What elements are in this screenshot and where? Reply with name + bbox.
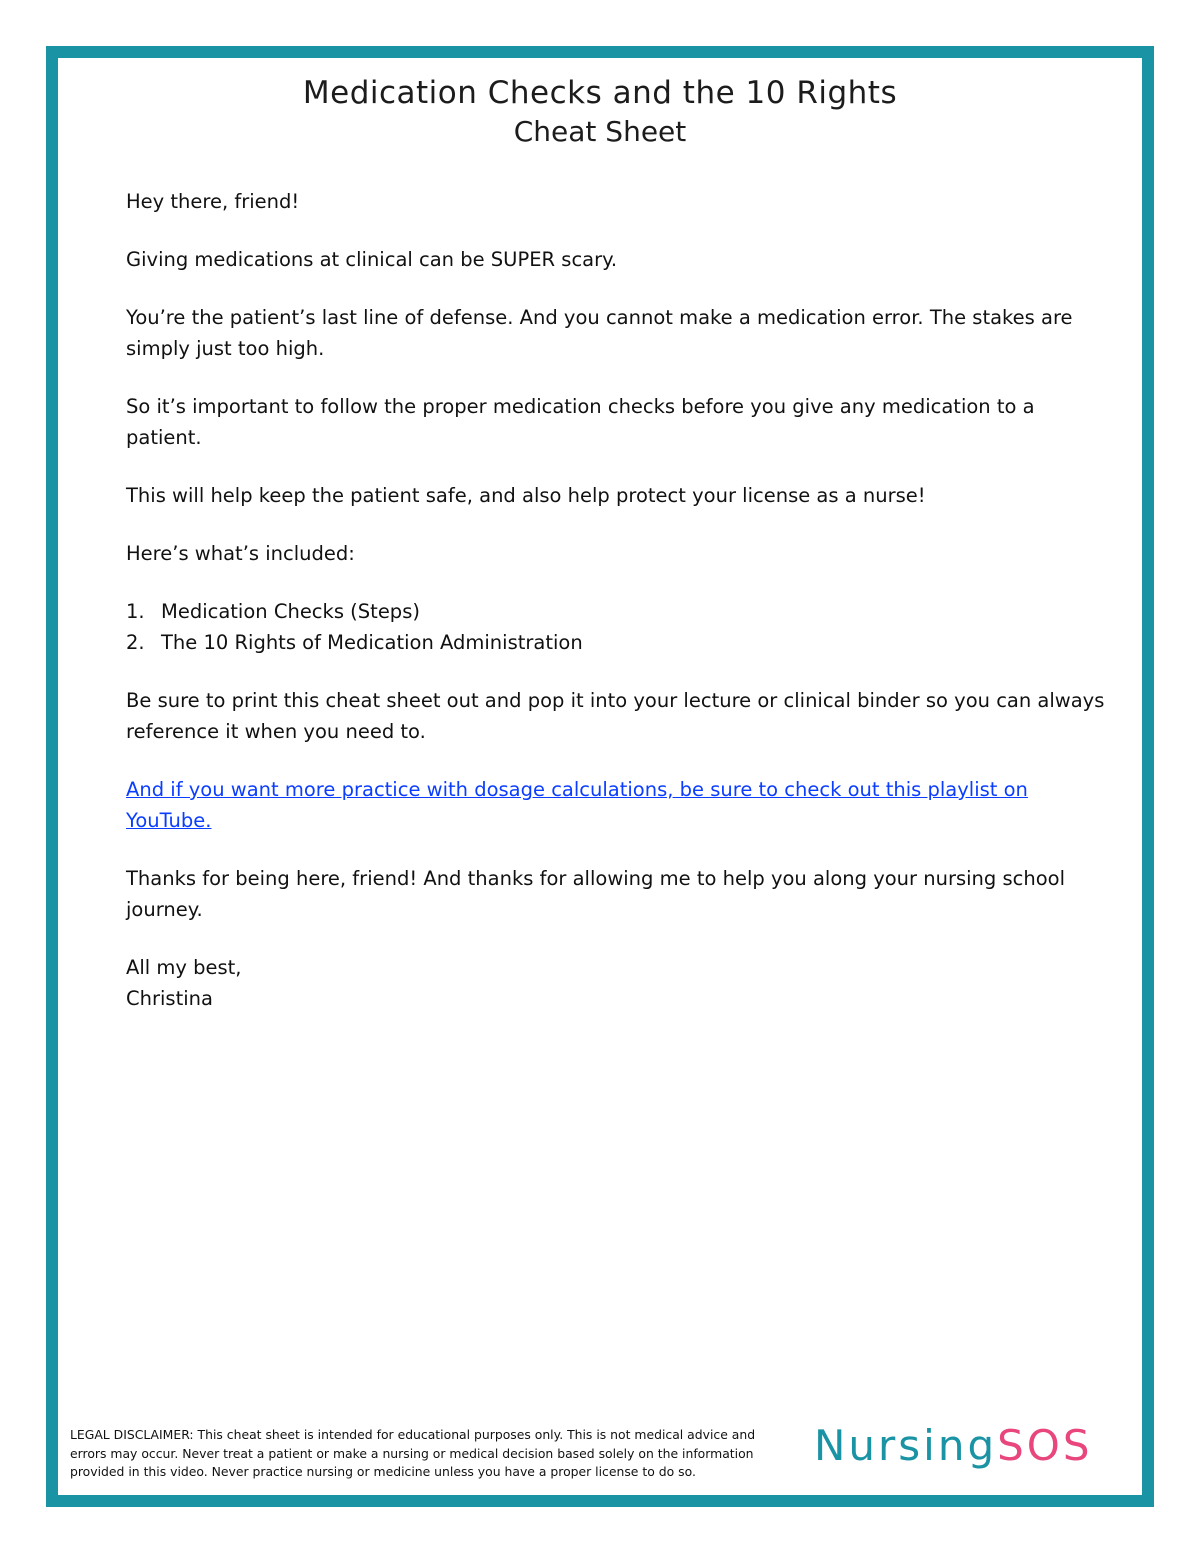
- signature: Christina: [126, 987, 213, 1010]
- list-item: [126, 596, 1116, 627]
- paragraph-6: Be sure to print this cheat sheet out and pop it into your lecture or clinical binder so you can always reference it when you need to.: [126, 689, 1105, 743]
- paragraph-5: Here’s what’s included:: [126, 542, 355, 565]
- youtube-playlist-link[interactable]: And if you want more practice with dosage calculations, be sure to check out this playlist on YouTube.: [126, 778, 1028, 832]
- list-number: 1.: [126, 600, 145, 623]
- paragraph-3: So it’s important to follow the proper medication checks before you give any medication to a patient.: [126, 395, 1035, 449]
- page-subtitle: Cheat Sheet: [513, 115, 687, 148]
- greeting: Hey there, friend!: [126, 190, 300, 213]
- list-item: [126, 627, 1116, 658]
- paragraph-1: Giving medications at clinical can be SUPER scary.: [126, 248, 618, 271]
- signoff: All my best,: [126, 956, 242, 979]
- paragraph-4: This will help keep the patient safe, and also help protect your license as a nurse!: [126, 484, 926, 507]
- logo-text-sos: SOS: [997, 1421, 1093, 1470]
- list-item-text: Medication Checks (Steps): [161, 600, 420, 623]
- list-number: 2.: [126, 631, 145, 654]
- legal-disclaimer: LEGAL DISCLAIMER: This cheat sheet is intended for educational purposes only. This is not medical advice and errors may occur. Never treat a patient or make a nursing or medical decision based solely on the information provided in this video. Never practice nursing or medicine unless you have a proper license to do so.: [70, 1427, 756, 1479]
- included-list: [126, 596, 1116, 658]
- letter-body: [126, 186, 1116, 1014]
- paragraph-7: Thanks for being here, friend! And thanks for allowing me to help you along your nursing school journey.: [126, 867, 1066, 921]
- list-item-text: The 10 Rights of Medication Administration: [161, 631, 583, 654]
- logo-text-nursing: Nursing: [814, 1421, 998, 1470]
- page-title: Medication Checks and the 10 Rights: [302, 75, 898, 111]
- paragraph-2: You’re the patient’s last line of defense. And you cannot make a medication error. The stakes are simply just too high.: [126, 306, 1073, 360]
- nursingsos-logo: [814, 1418, 1093, 1474]
